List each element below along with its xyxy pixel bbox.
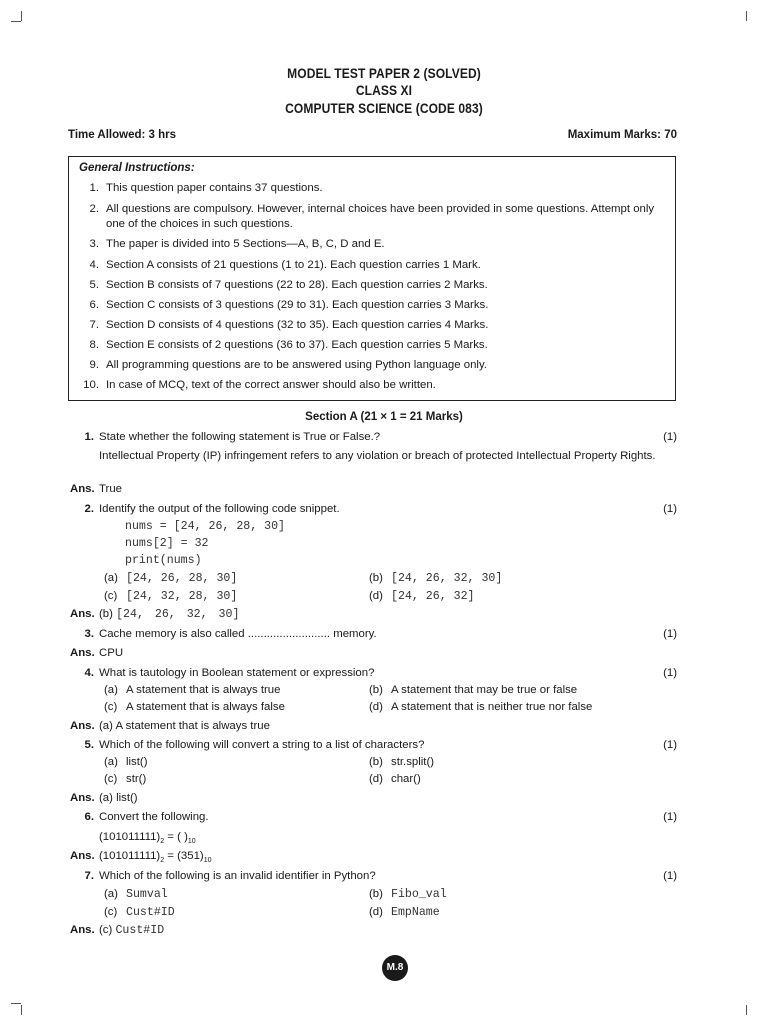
question-number: 2. <box>84 503 94 515</box>
crop-mark <box>746 11 747 21</box>
conversion-expression: $(101011111)_2$ = ( )$_{10}$ <box>99 831 196 845</box>
answer-label: Ans. <box>70 850 95 862</box>
subject-title: COMPUTER SCIENCE (CODE 083) <box>285 100 483 116</box>
question-text: What is tautology in Boolean statement or expression? <box>99 667 375 679</box>
general-instructions-box: General Instructions: 1. This question paper contains 37 questions. 2. All questions are compulsory. However, internal choices have been provided in some questions. Attempt only one of the choices in such questions. 3. The paper is divided into 5 Sections—A, B, C, D and E. 4. Section A consists of 21 questions (1 to 21). Each question carries 1 Mark. 5. Section B consists of 7 questions (22 to 28). Each question carries 2 Marks. 6. Section C consists of 3 questions (29 to 31). Each question carries 3 Marks. 7. Section D consists of 4 questions (32 to 35). Each question carries 4 Marks. 8. Section E consists of 2 questions (36 to 37). Each question carries 5 Marks. 9. All programming questions are to be answered using Python language only. 10. In case of MCQ, text of the correct answer should also be written. <box>68 156 676 401</box>
answer-label: Ans. <box>70 720 95 732</box>
question-marks: (1) <box>663 811 677 823</box>
question-statement: Intellectual Property (IP) infringement refers to any violation or breach of protected Intellectual Property Rights. <box>99 450 656 462</box>
question-number: 3. <box>84 628 94 640</box>
question-marks: (1) <box>663 667 677 679</box>
code-line: nums = [24, 26, 28, 30] <box>125 520 286 533</box>
code-line: nums[2] = 32 <box>125 537 209 550</box>
answer-value: (a) A statement that is always true <box>99 720 270 732</box>
question-text: State whether the following statement is True or False.? <box>99 431 381 443</box>
question-number: 5. <box>84 739 94 751</box>
answer-value: $(101011111)_2 = (351)_{10}$ <box>99 850 212 864</box>
question-marks: (1) <box>663 503 677 515</box>
answer-label: Ans. <box>70 792 95 804</box>
time-allowed: Time Allowed: 3 hrs <box>68 129 176 141</box>
instructions-heading: General Instructions: <box>79 162 195 174</box>
answer-label: Ans. <box>70 647 95 659</box>
question-number: 7. <box>84 870 94 882</box>
paper-title: MODEL TEST PAPER 2 (SOLVED) <box>287 65 481 81</box>
question-marks: (1) <box>663 431 677 443</box>
question-text: Cache memory is also called .......................... memory. <box>99 628 377 640</box>
answer-label: Ans. <box>70 924 95 936</box>
crop-mark <box>746 1005 747 1015</box>
question-marks: (1) <box>663 739 677 751</box>
answer-value: True <box>99 483 122 495</box>
crop-mark <box>11 1003 21 1004</box>
answer-value: (a) list() <box>99 792 138 804</box>
answer-value: CPU <box>99 647 124 659</box>
question-marks: (1) <box>663 870 677 882</box>
answer-label: Ans. <box>70 483 95 495</box>
question-marks: (1) <box>663 628 677 640</box>
answer-value: (c) Cust#ID <box>99 924 165 937</box>
code-line: print(nums) <box>125 554 202 567</box>
question-text: Identify the output of the following code snippet. <box>99 503 340 515</box>
crop-mark <box>21 1005 22 1015</box>
page-number-badge: M.8 <box>382 955 408 981</box>
question-number: 6. <box>84 811 94 823</box>
question-text: Convert the following. <box>99 811 209 823</box>
answer-label: Ans. <box>70 608 95 620</box>
question-number: 4. <box>84 667 94 679</box>
class-title: CLASS XI <box>355 82 413 98</box>
crop-mark <box>21 11 22 21</box>
question-text: Which of the following will convert a string to a list of characters? <box>99 739 425 751</box>
maximum-marks: Maximum Marks: 70 <box>567 129 677 141</box>
question-text: Which of the following is an invalid identifier in Python? <box>99 870 376 882</box>
answer-value: (b) [24, 26, 32, 30] <box>99 608 240 621</box>
section-a-heading: Section A (21 × 1 = 21 Marks) <box>305 411 463 423</box>
crop-mark <box>11 21 21 22</box>
question-number: 1. <box>84 431 94 443</box>
